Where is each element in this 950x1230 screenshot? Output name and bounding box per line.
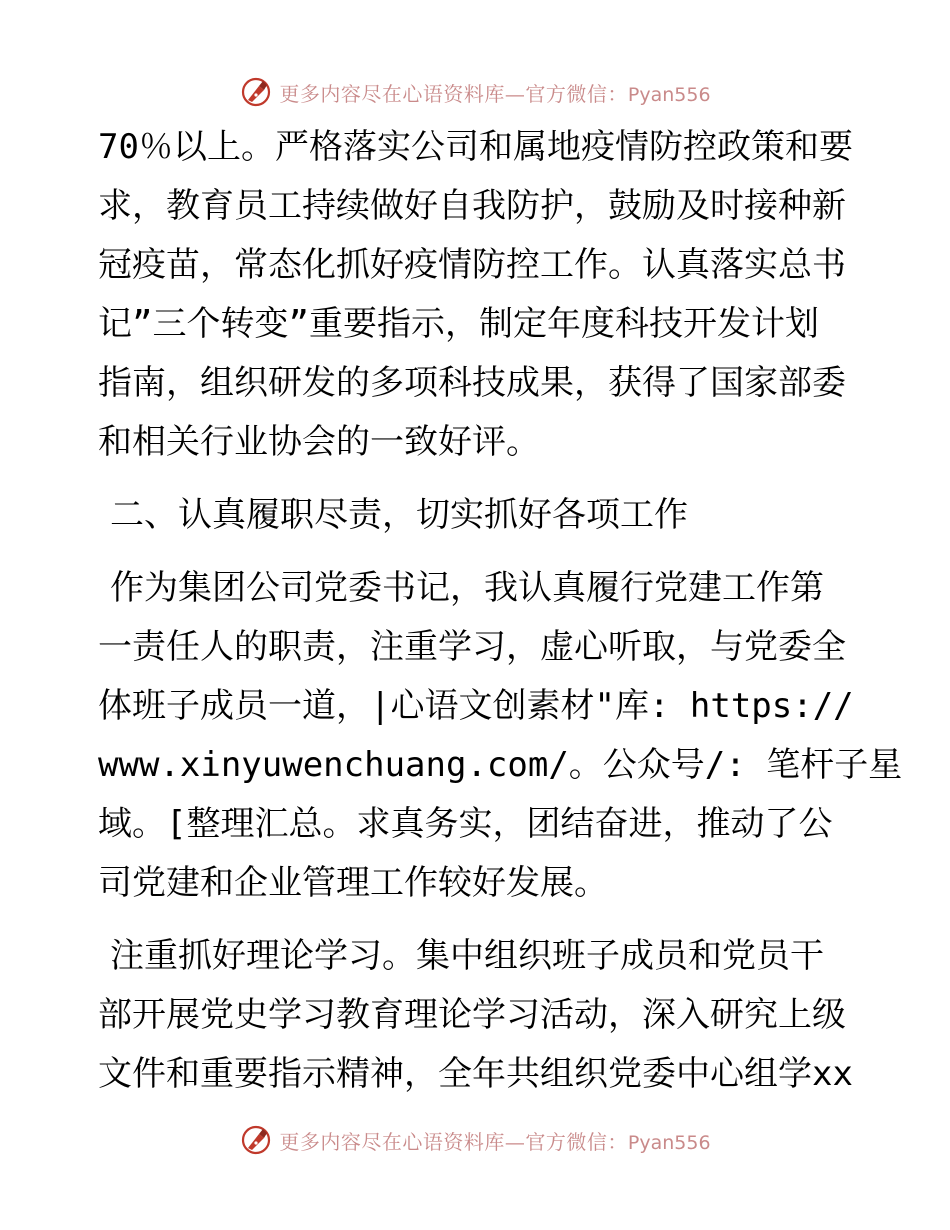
header-watermark bbox=[0, 72, 950, 112]
paragraph-line: 冠疫苗，常态化抓好疫情防控工作。认真落实总书 bbox=[98, 245, 846, 285]
paragraph-line: www.xinyuwenchuang.com/。公众号/: 笔杆子星 bbox=[98, 745, 903, 785]
paragraph-line: 记”三个转变”重要指示，制定年度科技开发计划 bbox=[98, 304, 819, 344]
paragraph-line: 域。[整理汇总。求真务实，团结奋进，推动了公 bbox=[98, 804, 833, 844]
paragraph-line: 和相关行业协会的一致好评。 bbox=[98, 422, 540, 462]
paragraph-line: 一责任人的职责，注重学习，虚心听取，与党委全 bbox=[98, 627, 846, 667]
document-body bbox=[98, 118, 903, 1104]
section-heading: 二、认真履职尽责，切实抓好各项工作 bbox=[110, 495, 688, 535]
paragraph-line: 求，教育员工持续做好自我防护，鼓励及时接种新 bbox=[98, 186, 846, 226]
paragraph-line: 指南，组织研发的多项科技成果，获得了国家部委 bbox=[98, 363, 846, 403]
footer-watermark bbox=[0, 1120, 950, 1160]
paragraph-line: 体班子成员一道，|心语文创素材"库: https:// bbox=[98, 686, 854, 726]
watermark-text: 更多内容尽在心语资料库—官方微信：Pyan556 bbox=[279, 1129, 711, 1154]
paragraph-line: 作为集团公司党委书记，我认真履行党建工作第 bbox=[110, 568, 824, 608]
paragraph-line: 司党建和企业管理工作较好发展。 bbox=[98, 863, 608, 903]
pen-nib-circle-logo-icon bbox=[239, 1123, 273, 1157]
watermark-text: 更多内容尽在心语资料库—官方微信：Pyan556 bbox=[279, 81, 711, 106]
paragraph-line: 部开展党史学习教育理论学习活动，深入研究上级 bbox=[98, 995, 846, 1035]
paragraph-line: 文件和重要指示精神，全年共组织党委中心组学xx bbox=[98, 1054, 853, 1094]
paragraph-line: 注重抓好理论学习。集中组织班子成员和党员干 bbox=[110, 936, 824, 976]
paragraph-line: 70％以上。严格落实公司和属地疫情防控政策和要 bbox=[98, 127, 853, 167]
pen-nib-circle-logo-icon bbox=[239, 75, 273, 109]
